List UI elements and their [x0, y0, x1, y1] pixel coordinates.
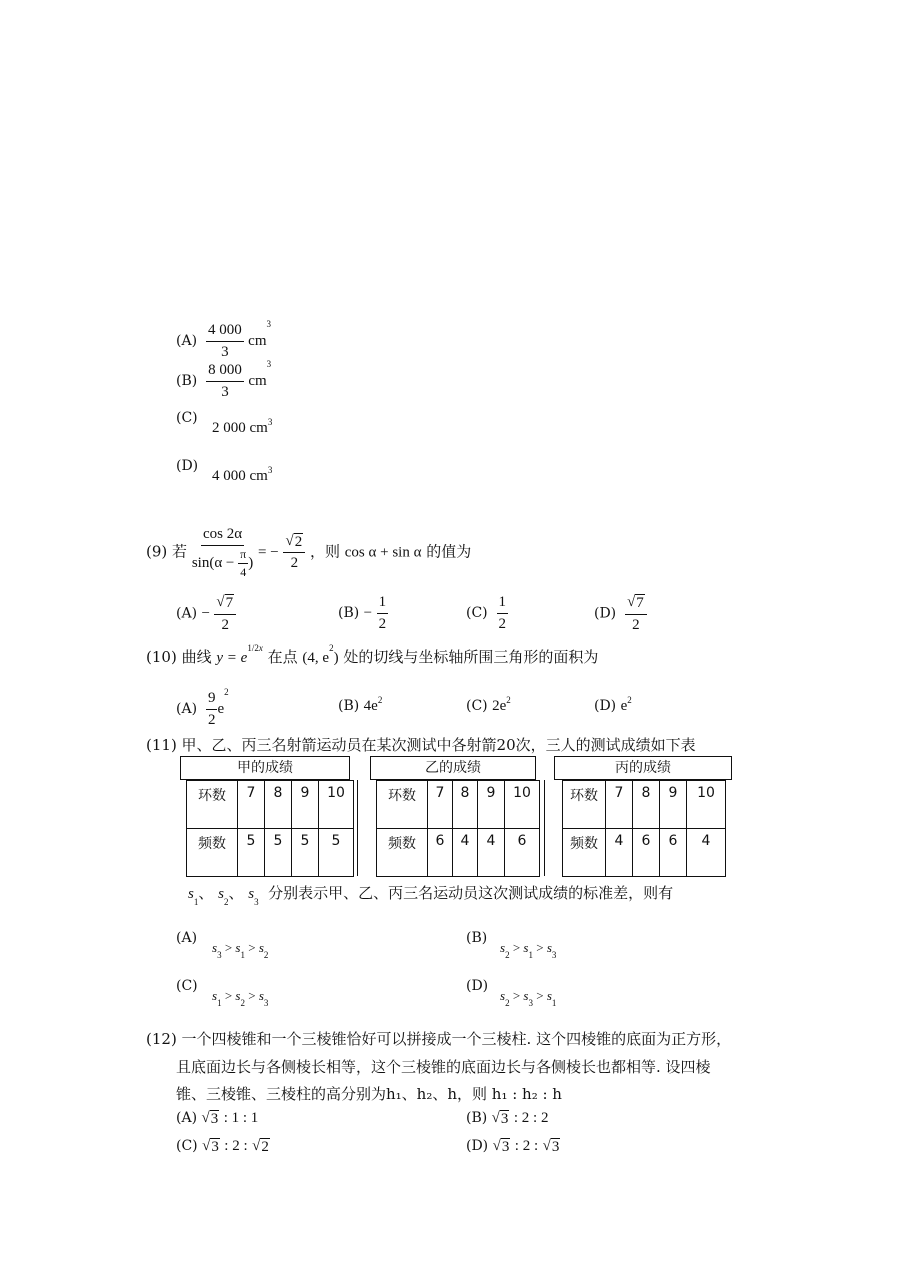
table-cell: 5: [292, 829, 319, 877]
table-cell: 7: [606, 781, 633, 829]
q10-stem: (10) 曲线 $y = e^{1/2x}$ 在点 (4, $e^2$) 处的切线与坐标轴所围三角形的面积为: [146, 643, 599, 666]
table-cell: 5: [319, 829, 354, 877]
table-jia-title: 甲的成绩: [180, 756, 350, 780]
q8-option-c: 2 000 $cm^3$: [212, 417, 273, 436]
q8-option-a: (A) $\frac{4 000}{3}$ $cm^3$: [176, 319, 271, 360]
table-cell: 7: [238, 781, 265, 829]
q8-option-d-label: (D): [176, 458, 199, 474]
table-cell: 6: [660, 829, 687, 877]
q11-option-b-label: (B): [466, 930, 488, 946]
table-cell: 频数: [187, 829, 238, 877]
q9-option-b: (B) − $\frac{1}{2}$: [338, 594, 387, 632]
table-cell: 6: [505, 829, 540, 877]
table-cell: 10: [687, 781, 726, 829]
q8-option-d: 4 000 $cm^3$: [212, 465, 273, 484]
q11-option-a: $s_3 > s_1 > s_2$: [212, 940, 269, 960]
q12-option-c: (C) √ 3 : 2 : √ 2: [176, 1138, 269, 1155]
q9-fraction: cos 2α sin(α − $\frac{\pi}{4}$ ): [191, 526, 254, 579]
table-cell: 4: [478, 829, 505, 877]
q8-b-fraction: $\frac{8 000}{3}$: [208, 362, 242, 400]
q11-std-line: $s_1$、 $s_2$、 $s_3$ 分别表示甲、乙、丙三名运动员这次测试成绩的标准差，则有: [188, 884, 674, 907]
q11-option-d-label: (D): [466, 978, 489, 994]
table-yi: [376, 780, 540, 877]
table-cell: 10: [505, 781, 540, 829]
q9-option-a: (A) − √ 7 2: [176, 594, 236, 633]
q9-stem: (9) 若 cos 2α sin(α − $\frac{\pi}{4}$ ) = − √ 2 2 ，则 cos α + sin α 的值为: [146, 526, 472, 579]
table-cell: 5: [265, 829, 292, 877]
q11-option-c: $s_1 > s_2 > s_3$: [212, 988, 269, 1008]
q8-a-fraction: $\frac{4 000}{3}$: [207, 322, 242, 360]
q12-option-d: (D) √ 3 : 2 : √ 3: [466, 1138, 560, 1155]
table-cell: 4: [606, 829, 633, 877]
q9-rhs: √ 2 2: [283, 533, 305, 572]
table-cell: 环数: [563, 781, 606, 829]
table-cell: 4: [687, 829, 726, 877]
q9-option-d: (D) √ 7 2: [594, 594, 647, 633]
q11-option-a-label: (A): [176, 930, 198, 946]
table-cell: 8: [265, 781, 292, 829]
q8-option-c-label: (C): [176, 410, 198, 426]
table-cell: 8: [633, 781, 660, 829]
table-cell: 7: [428, 781, 453, 829]
table-cell: 10: [319, 781, 354, 829]
table-cell: 5: [238, 829, 265, 877]
q11-stem: (11) 甲、乙、丙三名射箭运动员在某次测试中各射箭20次，三人的测试成绩如下表: [146, 736, 696, 754]
table-cell: 9: [660, 781, 687, 829]
table-cell: 4: [453, 829, 478, 877]
table-cell: 频数: [377, 829, 428, 877]
table-cell: 9: [292, 781, 319, 829]
q11-option-b: $s_2 > s_1 > s_3$: [500, 940, 557, 960]
q10-option-d: (D) $e^2$: [594, 695, 632, 714]
q9-option-c: (C) $\frac{1}{2}$: [466, 594, 507, 632]
q8-option-b: (B) $\frac{8 000}{3}$ $cm^3$: [176, 359, 272, 400]
q12-line3: 锥、三棱锥、三棱柱的高分别为h₁、h₂、h，则 h₁ : h₂ : h: [176, 1085, 562, 1103]
q12-option-b: (B) √ 3 : 2 : 2: [466, 1110, 549, 1127]
table-bing: [562, 780, 726, 877]
q12-line2: 且底面边长与各侧棱长相等，这个三棱锥的底面边长与各侧棱长也都相等. 设四棱: [176, 1058, 711, 1076]
table-bing-title: 丙的成绩: [554, 756, 732, 780]
divider-line: [357, 780, 358, 876]
q10-option-a: (A) $\frac{9}{2}$ $e^2$: [176, 687, 229, 728]
table-cell: 环数: [377, 781, 428, 829]
table-cell: 频数: [563, 829, 606, 877]
table-cell: 6: [633, 829, 660, 877]
q12-line1: (12) 一个四棱锥和一个三棱锥恰好可以拼接成一个三棱柱. 这个四棱锥的底面为正方形，: [146, 1030, 732, 1048]
q11-option-d: $s_2 > s_3 > s_1$: [500, 988, 557, 1008]
q11-option-c-label: (C): [176, 978, 198, 994]
table-yi-title: 乙的成绩: [370, 756, 536, 780]
table-cell: 环数: [187, 781, 238, 829]
table-cell: 8: [453, 781, 478, 829]
q10-option-b: (B) $4e^2$: [338, 695, 383, 714]
table-cell: 6: [428, 829, 453, 877]
q10-option-c: (C) $2e^2$: [466, 695, 511, 714]
table-jia: [186, 780, 354, 877]
table-cell: 9: [478, 781, 505, 829]
divider-line: [544, 780, 545, 876]
q12-option-a: (A) √ 3 : 1 : 1: [176, 1110, 259, 1127]
